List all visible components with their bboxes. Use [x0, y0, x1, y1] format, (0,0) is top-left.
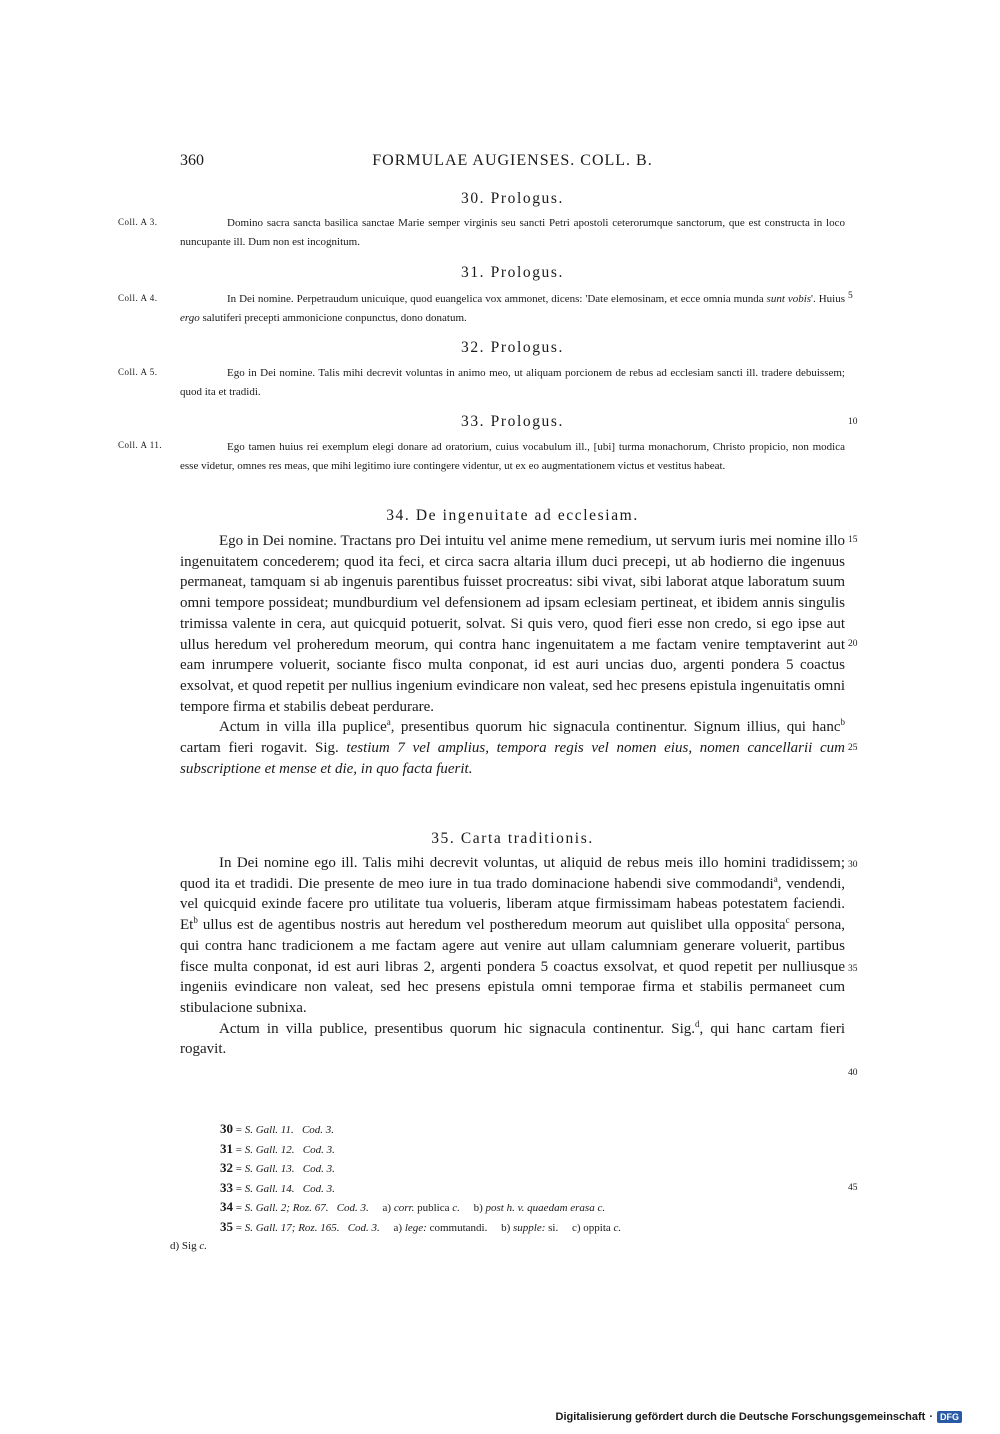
footnote-ref: b — [193, 915, 198, 926]
apparatus-line: 35 = S. Gall. 17; Roz. 165. Cod. 3. a) lege: commutandi. b) supple: si. c) oppita c. — [220, 1218, 622, 1234]
separator: · — [929, 1411, 933, 1423]
paragraph: Ego tamen huius rei exemplum elegi donare ad oratorium, cuius vocabulum ill., [ubi] turma monachorum, Christo propicio, non modica esse videtur, omnes res meas, que mihi legitimo iure contingere videntur, ut ex eo augmentationem victus et vestitus habeat. — [180, 441, 845, 472]
section-title-31: 31. Prologus. — [460, 264, 565, 281]
footnote-ref: a — [386, 717, 391, 728]
footer-credit — [556, 1411, 962, 1423]
section-title-35: 35. Carta traditionis. — [431, 830, 594, 847]
running-title: FORMULAE AUGIENSES. COLL. B. — [372, 152, 653, 169]
paragraph: Ego in Dei nomine. Talis mihi decrevit voluntas in animo meo, ut aliquam porcionem de rebus ad ecclesiam sancti ill. tradere debuissem; quod ita et tradidi. — [180, 367, 845, 398]
line-number: 5 — [848, 291, 853, 301]
section-title-33: 33. Prologus. — [460, 413, 565, 430]
footnote-ref: a — [773, 873, 778, 884]
paragraph: In Dei nomine ego ill. Talis mihi decrevit voluntas, ut aliquid de rebus meis illo homini tradidissem; quod ita et tradidi. Die presente de meo iure in tua trado dominacione habendi sive commodandi$^a$, vendendi, vel quicquid exinde facere pro utilitate tua volueris, liberam atque firmissimam habeas potestatem faciendi. Et$^b$ ullus est de agentibus nostris aut heredum vel postheredum meorum aut quislibet ulla opposita$^c$ persona, qui contra hanc tradicionem a me factam agere aut venire aut ullam calumniam generare voluerit, partibus fisce multa conponat, id est auri libras 2, argenti pondera 5 coactus exsolvat, et quod repetit per nulliusque ingeniis evindicare non valeat, sed hec presens epistula omni temporae firma et stabilis permaneet cum stibulacione subnixa. — [180, 855, 845, 1016]
margin-ref-30: Coll. A 3. — [118, 217, 158, 227]
margin-ref-32: Coll. A 5. — [118, 367, 158, 377]
line-number: 30 — [848, 860, 858, 870]
footnote-ref: d — [695, 1018, 700, 1029]
footnote-ref: b — [840, 717, 845, 728]
margin-ref-33: Coll. A 11. — [118, 440, 163, 450]
line-number: 15 — [848, 535, 858, 545]
margin-ref-31: Coll. A 4. — [118, 293, 158, 303]
section-text-32 — [180, 364, 845, 402]
line-number: 10 — [848, 417, 858, 427]
apparatus-line: 31 = S. Gall. 12. Cod. 3. — [220, 1140, 335, 1156]
paragraph: Domino sacra sancta basilica sanctae Marie semper virginis seu sancti Petri apostoli ceterorumque sanctorum, que est constructa in loco nuncupante ill. Dum non est incognitum. — [180, 217, 845, 248]
page-number: 360 — [180, 152, 204, 169]
paragraph: Actum in villa publice, presentibus quorum hic signacula continentur. Sig.$^d$, qui hanc cartam fieri rogavit. — [180, 1018, 845, 1058]
paragraph: In Dei nomine. Perpetraudum unicuique, quod euangelica vox ammonet, dicens: 'Date elemosinam, et ecce omnia munda sunt vobis'. Huius ergo salutiferi precepti ammonicione conpunctus, dono donatum. — [180, 293, 845, 324]
line-number: 20 — [848, 639, 858, 649]
apparatus-line: 34 = S. Gall. 2; Roz. 67. Cod. 3. a) corr. publica c. b) post h. v. quaedam erasa c. — [220, 1199, 606, 1214]
section-text-34 — [180, 531, 845, 779]
section-title-30: 30. Prologus. — [460, 190, 565, 207]
dfg-logo-icon: DFG — [937, 1411, 962, 1423]
line-number: 40 — [848, 1068, 858, 1078]
line-number: 45 — [848, 1183, 858, 1193]
apparatus-line: d) Sig c. — [170, 1240, 207, 1252]
section-text-31 — [180, 290, 845, 328]
apparatus-line: 30 = S. Gall. 11. Cod. 3. — [220, 1121, 335, 1136]
section-title-34: 34. De ingenuitate ad ecclesiam. — [386, 507, 639, 524]
section-title-32: 32. Prologus. — [460, 339, 565, 356]
paragraph: Ego in Dei nomine. Tractans pro Dei intuitu vel anime mene remedium, ut servum iuris mei nomine illo ingenuitatem concederem; quod ita feci, et circa sacra altaria illum duci precepi, ut ab hodierno die ingenuus permaneat, tamquam si ab ingenuis parentibus fuisset procreatus: sibi vivat, sibi laborat atque laboratum suum omni tempore possideat; mundburdium vel defensionem ad ipsam eclesiam pertineat, et ibidem annis singulis trimissa valente in cera, aut quicquid potuerit, solvat. Si quis vero, quod fieri esse non credo, si ego ipse aut ullus heredum vel proheredum meorum, qui contra hanc ingenuitatem a me factam venire temptaverint aut eam inrumpere voluerit, sociante fisco multa conponat, id est auri uncias duo, argenti pondera 5 coactus exsolvat, et quod repetit per nullius ingenium evindicare non valeat, sed hec presens epistula ingenuitatis omni tempore firma et stabilis debeat perdurare. — [180, 533, 845, 715]
footnote-ref: c — [785, 915, 790, 926]
apparatus-line: 33 = S. Gall. 14. Cod. 3. — [220, 1179, 335, 1195]
line-number: 35 — [848, 964, 858, 974]
apparatus-line: 32 = S. Gall. 13. Cod. 3. — [220, 1160, 335, 1175]
credit-text: Digitalisierung gefördert durch die Deutsche Forschungsgemeinschaft — [555, 1411, 926, 1423]
critical-apparatus — [170, 1120, 850, 1256]
section-text-30 — [180, 214, 845, 252]
paragraph: Actum in villa illa puplice$^a$, presentibus quorum hic signacula continentur. Signum illius, qui hanc$^b$ cartam fieri rogavit. Sig. testium 7 vel amplius, tempora regis vel nomen eius, nomen cancellarii cum subscriptione et mense et die, in quo facta fuerit. — [180, 717, 845, 777]
running-head — [180, 152, 845, 172]
section-text-35 — [180, 853, 845, 1060]
line-number: 25 — [848, 743, 858, 753]
section-text-33 — [180, 438, 845, 476]
